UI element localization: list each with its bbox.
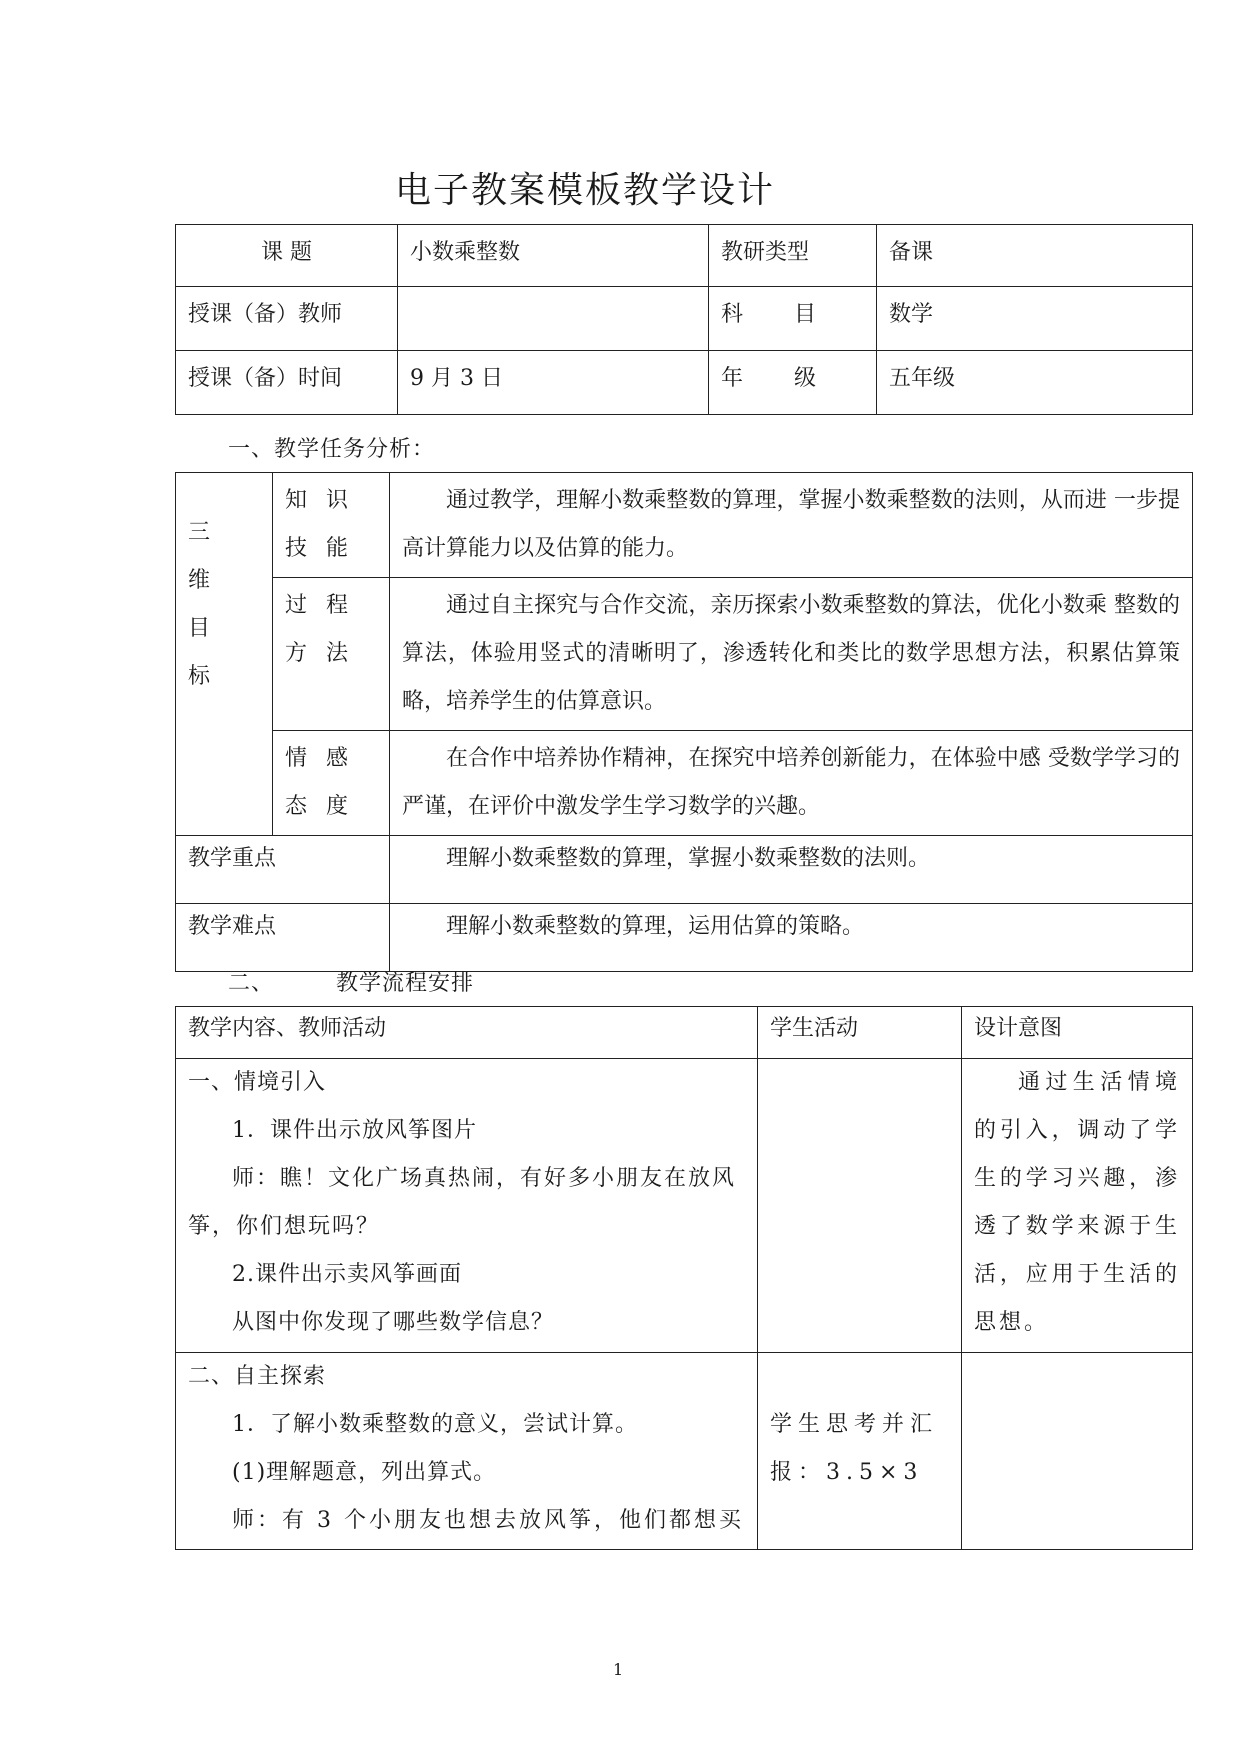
knowledge-label-cell [273,473,390,578]
flow-row-1-student [758,1059,961,1067]
emotion-label-cell [273,731,390,836]
goals-table [175,472,1193,972]
time-label-cell [176,351,398,415]
flow-row-1-line-1: 1．课件出示放风筝图片 [232,1118,477,1143]
key-point-label: 教学重点 [188,846,277,871]
page-number: 1 [613,1660,624,1679]
topic-value: 小数乘整数 [410,240,521,265]
grade-value-cell [877,351,1193,415]
flow-header-intent: 设计意图 [974,1016,1063,1041]
time-label: 授课（备）时间 [188,366,343,391]
flow-row-2-intent [962,1353,1192,1361]
emotion-label: 情 感 态 度 [285,746,354,819]
subject-value: 数学 [889,302,934,327]
three-dimension-goals-cell [176,473,273,836]
flow-header-content-cell [176,1007,758,1059]
flow-row-2-intent-cell [962,1353,1193,1550]
flow-row-1-intent: 通过生活情境的引入，调动了学生的学习兴趣，渗透了数学来源于生活，应用于生活的思想。 [974,1070,1180,1335]
flow-header-student-cell [758,1007,962,1059]
flow-row-1-intent-cell [962,1059,1193,1353]
difficulty-label: 教学难点 [188,914,277,939]
research-type-label-cell [709,225,877,287]
process-label-cell [273,578,390,731]
topic-value-cell [398,225,709,287]
flow-table [175,1006,1193,1550]
flow-row-2-line-2: (1)理解题意，列出算式。 [232,1460,497,1485]
difficulty-text-cell [390,904,1193,972]
subject-label-cell [709,287,877,351]
flow-row-2-student-cell [758,1353,962,1550]
flow-row-1-line-3: 2.课件出示卖风筝画面 [232,1262,462,1287]
grade-label: 年 级 [721,366,816,391]
flow-row-2-line-3: 师：有 3 个小朋友也想去放风筝，他们都想买 [232,1508,744,1533]
emotion-text-cell [390,731,1193,836]
process-label: 过 程 方 法 [285,593,354,666]
knowledge-text-cell [390,473,1193,578]
research-type-value: 备课 [889,240,934,265]
topic-label-cell [176,225,398,287]
flow-row-2-title: 二、自主探索 [188,1364,327,1389]
teacher-value [398,287,708,295]
flow-row-2-line-1: 1．了解小数乘整数的意义，尝试计算。 [232,1412,638,1437]
grade-value: 五年级 [889,366,956,391]
flow-row-1-line-4: 从图中你发现了哪些数学信息？ [232,1310,555,1335]
flow-header-student: 学生活动 [770,1016,859,1041]
time-value-cell [398,351,709,415]
time-value: 9 月 3 日 [410,366,503,391]
topic-label: 课 题 [261,240,312,265]
section-2-heading-text: 教学流程安排 [336,971,475,996]
flow-row-1-line-2: 师：瞧！文化广场真热闹，有好多小朋友在放风筝，你们想玩吗？ [188,1166,737,1239]
flow-row-1-title: 一、情境引入 [188,1070,327,1095]
flow-row-1-content-cell [176,1059,758,1353]
knowledge-text: 通过教学，理解小数乘整数的算理，掌握小数乘整数的法则，从而进 一步提高计算能力以及估算的能力。 [402,488,1180,561]
process-text: 通过自主探究与合作交流，亲历探索小数乘整数的算法，优化小数乘 整数的算法，体验用竖式的清晰明了，渗透转化和类比的数学思想方法，积累估算策略，培养学生的估算意识。 [402,593,1180,714]
flow-header-content: 教学内容、教师活动 [188,1016,387,1041]
flow-row-2-content-cell [176,1353,758,1550]
research-type-value-cell [877,225,1193,287]
section-2-heading-number: 二、 [228,971,275,996]
subject-label: 科 目 [721,302,816,327]
grade-label-cell [709,351,877,415]
key-point-text-cell [390,836,1193,904]
research-type-label: 教研类型 [721,240,810,265]
flow-row-2-student: 学生思考并汇报：3.5×3 [770,1412,939,1485]
flow-row-1-student-cell [758,1059,962,1353]
three-dimension-goals-label: 三维目标 [188,520,211,689]
document-title: 电子教案模板教学设计 [395,170,776,211]
teacher-label-cell [176,287,398,351]
teacher-label: 授课（备）教师 [188,302,343,327]
difficulty-text: 理解小数乘整数的算理，运用估算的策略。 [446,914,865,939]
knowledge-label: 知 识 技 能 [285,488,354,561]
flow-header-intent-cell [962,1007,1193,1059]
difficulty-label-cell [176,904,390,972]
emotion-text: 在合作中培养协作精神，在探究中培养创新能力，在体验中感 受数学学习的严谨，在评价中激发学生学习数学的兴趣。 [402,746,1180,819]
process-text-cell [390,578,1193,731]
section-1-heading: 一、教学任务分析： [228,437,436,462]
subject-value-cell [877,287,1193,351]
teacher-value-cell [398,287,709,351]
info-table [175,224,1193,415]
key-point-label-cell [176,836,390,904]
key-point-text: 理解小数乘整数的算理，掌握小数乘整数的法则。 [446,846,931,871]
